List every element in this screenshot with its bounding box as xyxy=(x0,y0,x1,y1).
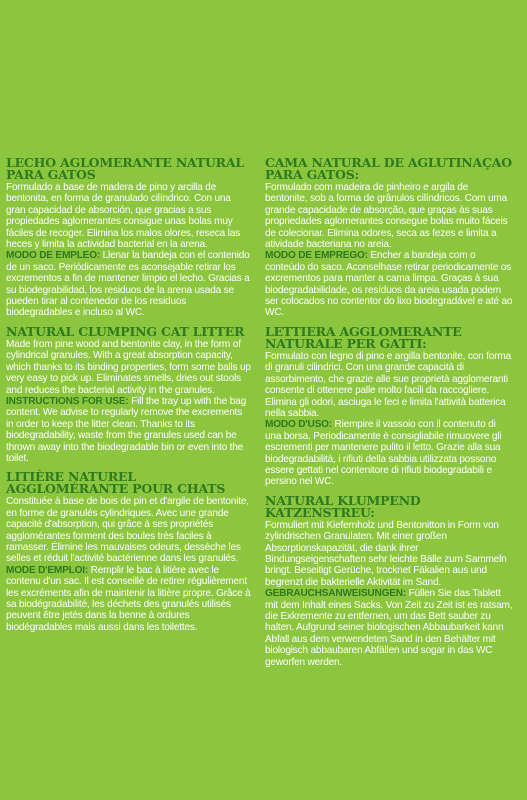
usage-text-de: Füllen Sie das Tablett mit dem Inhalt eines Sacks. Von Zeit zu Zeit ist es ratsam, die Exkremente zu entfernen, um das Bett sauber zu halten. Aufgrund seiner biologischen Abbaubarkeit kann Abfall aus dem verwendeten Sand in den Behälter mit biologisch abbaubaren Abfällen und sogar in das WC geworfen werden. xyxy=(265,588,513,668)
section-title-de: NATURAL KLUMPEND KATZENSTREU: xyxy=(265,492,421,520)
usage-label-it: MODO D'USO: xyxy=(265,419,332,431)
section-title-it: LETTIERA AGGLOMERANTE NATURALE PER GATTI: xyxy=(265,323,462,351)
section-usage-es xyxy=(6,250,251,318)
section-intro-en: Made from pine wood and bentonite clay, in the form of cylindrical granules. With a great absorption capacity, which thanks to its binding properties, form some balls up very easy to pick up. Eliminates smells, dries out stools and reduces the bacterial activity in the granules. xyxy=(6,338,251,396)
usage-text-fr: Remplir le bac à litière avec le contenu d'un sac. Il est conseillé de retirer régulièrement les excréments afin de maintenir la litière propre. Grâce à sa biodégradabilité, les déchets des granulés utilisés peuvent être jetés dans la benne à ordures biodégradables mais aussi dans les toilettes. xyxy=(6,564,251,633)
usage-text-en: Fill the tray up with the bag content. We advise to regularly remove the excrements in order to keep the litter clean. Thanks to its biodegradability, waste from the granules used can be thrown away into the biodegradable bin or even into the toilet. xyxy=(6,395,246,464)
section-title-es: LECHO AGLOMERANTE NATURAL PARA GATOS xyxy=(6,155,244,182)
section-intro-de: Formuliert mit Kiefernholz und Bentonitton in Form von zylindrischen Granulaten. Mit einer großen Absorptionskapazität, die dank ihrer Bindungseigenschaften sehr leichte Bälle zum Sammeln bringt. Beseitigt Gerüche, trocknet Fäkalien aus und begrenzt die bakterielle Aktivität im Sand. xyxy=(265,519,507,588)
usage-text-it: Riempire il vassoio con il contenuto di una borsa. Periodicamente è consigliabile rimuovere gli escrementi per mantenere pulito il letto. Grazie alla sua biodegradabilità, i rifiuti della sabbia utilizzata possono essere gettati nel contenitore di rifiuti biodegradabili e persino nel WC. xyxy=(265,419,502,488)
section-title-fr: LITIÈRE NATUREL AGGLOMÉRANTE POUR CHATS xyxy=(6,469,226,497)
usage-label-de: GEBRAUCHSANWEISUNGEN: xyxy=(265,588,407,600)
usage-text-es: Llenar la bandeja con el contenido de un saco. Periódicamente es aconsejable retirar los excrementos a fin de mantener limpio el lecho. Gracias a su biodegrabilidad, los residuos de la arena usada se pueden tirar al contenedor de los residuos biodegradables e incluso al WC. xyxy=(6,250,250,319)
section-english xyxy=(6,323,251,464)
left-column xyxy=(6,157,251,640)
section-german xyxy=(265,492,513,668)
section-usage-fr xyxy=(6,565,251,633)
section-usage-it xyxy=(265,419,513,487)
usage-text-pt: Encher a bandeja com o conteúdo do saco. Aconselhase retirar periodicamente os excrementos para manter a cama limpa. Graças à sua biodegradabilidade, os resíduos da areia usada podem ser colocados no contentor do lixo biodegradável e até ao WC. xyxy=(265,250,513,319)
right-column xyxy=(265,157,513,675)
usage-label-en: INSTRUCTIONS FOR USE: xyxy=(6,395,129,407)
section-intro-es: Formulado a base de madera de pino y arcilla de bentonita, en forma de granulado cilíndrico. Con una gran capacidad de absorción, que gracias a sus propiedades aglomerantes consigue unas bolas muy fáciles de recoger. Elimina los malos olores, reseca las heces y limita la actividad bacterial en la arena. xyxy=(6,182,240,251)
usage-label-es: MODO DE EMPLEO: xyxy=(6,250,101,262)
section-usage-en xyxy=(6,396,251,464)
section-title-en: NATURAL CLUMPING CAT LITTER xyxy=(6,323,245,339)
section-italian xyxy=(265,323,513,488)
usage-label-fr: MODE D'EMPLOI: xyxy=(6,564,89,576)
section-intro-it: Formulato con legno di pino e argilla bentonite, con forma di granuli cilindrici. Con una grande capacità di assorbimento, che grazie alle sue proprietà agglomeranti consente di ottenere palle molto facili da raccogliere. Elimina gli odori, asciuga le feci e limita l'attività batterica nella sabbia. xyxy=(265,350,511,419)
usage-label-pt: MODO DE EMPREGO: xyxy=(265,250,368,262)
section-french xyxy=(6,471,251,633)
section-usage-de xyxy=(265,588,513,668)
section-spanish xyxy=(6,157,251,319)
section-portuguese xyxy=(265,157,513,319)
section-intro-pt: Formulado com madeira de pinheiro e argila de bentonite, sob a forma de grânulos cilíndricos. Com uma grande capacidade de absorção, que graças às suas propriedades aglomerantes consegue bolas muito fáceis de colecionar. Elimina odores, seca as fezes e limita a atividade bacteriana no areia. xyxy=(265,182,508,251)
section-intro-fr: Constituée à base de bois de pin et d'argile de bentonite, en forme de granulés cylindriques. Avec une grande capacité d'absorption, qui grâce à ses propriétés agglomérantes forment des boules très faciles à ramasser. Élimine les mauvaises odeurs, dessèche les selles et réduit l'activité bactérienne dans les granulés. xyxy=(6,496,249,565)
section-usage-pt xyxy=(265,250,513,318)
section-title-pt: CAMA NATURAL DE AGLUTINAÇAO PARA GATOS: xyxy=(265,155,512,182)
